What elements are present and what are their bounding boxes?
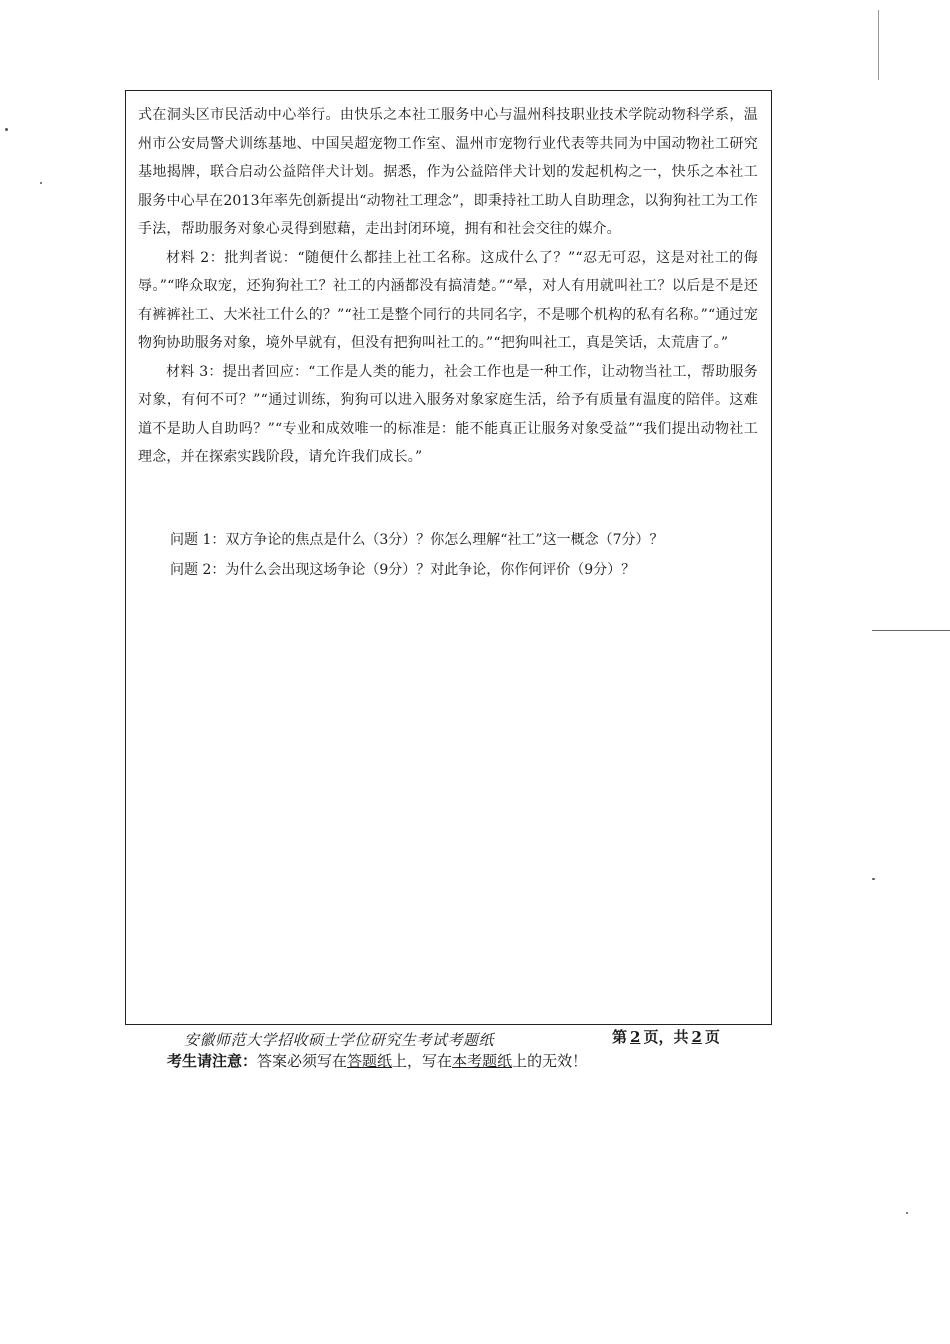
material-2: 材料 2：批判者说：“随便什么都挂上社工名称。这成什么了？”“忍无可忍，这是对社工的侮辱。”“哗众取宠，还狗狗社工？社工的内涵都没有搞清楚。”“晕，对人有用就叫社工？以后是不是还有裤裤社工、大米社工什么的？”“社工是整个同行的共同名字，不是哪个机构的私有名称。”“通过宠物狗协助服务对象，境外早就有，但没有把狗叫社工的。”“把狗叫社工，真是笑话，太荒唐了。”: [138, 249, 758, 351]
material-3: 材料 3：提出者回应：“工作是人类的能力，社会工作也是一种工作，让动物当社工，帮助服务对象，有何不可？”“通过训练，狗狗可以进入服务对象家庭生活，给予有质量有温度的陪伴。这难道不是助人自助吗？”“专业和成效唯一的标准是：能不能真正让服务对象受益”“我们提出动物社工理念，并在探索实践阶段，请允许我们成长。”: [138, 363, 758, 465]
notice-text-2: 上，写在: [392, 1052, 453, 1070]
notice-text-3: 上的无效！: [512, 1052, 588, 1070]
page-prefix: 第: [612, 1028, 628, 1046]
scan-speck: [5, 128, 8, 131]
page-indicator: [612, 1026, 720, 1047]
exam-paper-title: 安徽师范大学招收硕士学位研究生考试考题纸: [184, 1031, 495, 1049]
notice-label: 考生请注意：: [167, 1052, 258, 1070]
candidate-notice: [167, 1050, 587, 1071]
page-total: 2: [691, 1028, 702, 1046]
scan-speck: [872, 878, 875, 880]
material-text: [138, 101, 758, 472]
question-list: [170, 525, 750, 585]
scan-speck: [906, 1212, 908, 1214]
scan-edge-line: [872, 630, 950, 631]
exam-question-frame: [125, 90, 772, 1025]
notice-answer-sheet: 答题纸: [347, 1052, 393, 1070]
scan-speck: [40, 182, 42, 184]
notice-exam-sheet: 本考题纸: [452, 1052, 513, 1070]
page-suffix: 页: [704, 1028, 720, 1046]
notice-text-1: 答案必须写在: [257, 1052, 348, 1070]
scan-edge-line: [878, 10, 879, 80]
material-1-continuation: 式在洞头区市民活动中心举行。由快乐之本社工服务中心与温州科技职业技术学院动物科学系，温州市公安局警犬训练基地、中国吴超宠物工作室、温州市宠物行业代表等共同为中国动物社工研究基地揭牌，联合启动公益陪伴犬计划。据悉，作为公益陪伴犬计划的发起机构之一，快乐之本社工服务中心早在2013年率先创新提出“动物社工理念”，即秉持社工助人自助理念，以狗狗社工为工作手法，帮助服务对象心灵得到慰藉，走出封闭环境，拥有和社会交往的媒介。: [138, 107, 758, 237]
question-2: 问题 2：为什么会出现这场争论（9分）？对此争论，你作何评价（9分）？: [170, 562, 636, 578]
question-1: 问题 1：双方争论的焦点是什么（3分）？你怎么理解“社工”这一概念（7分）？: [170, 532, 664, 548]
page-current: 2: [630, 1028, 641, 1046]
page-mid: 页，共: [643, 1028, 689, 1046]
